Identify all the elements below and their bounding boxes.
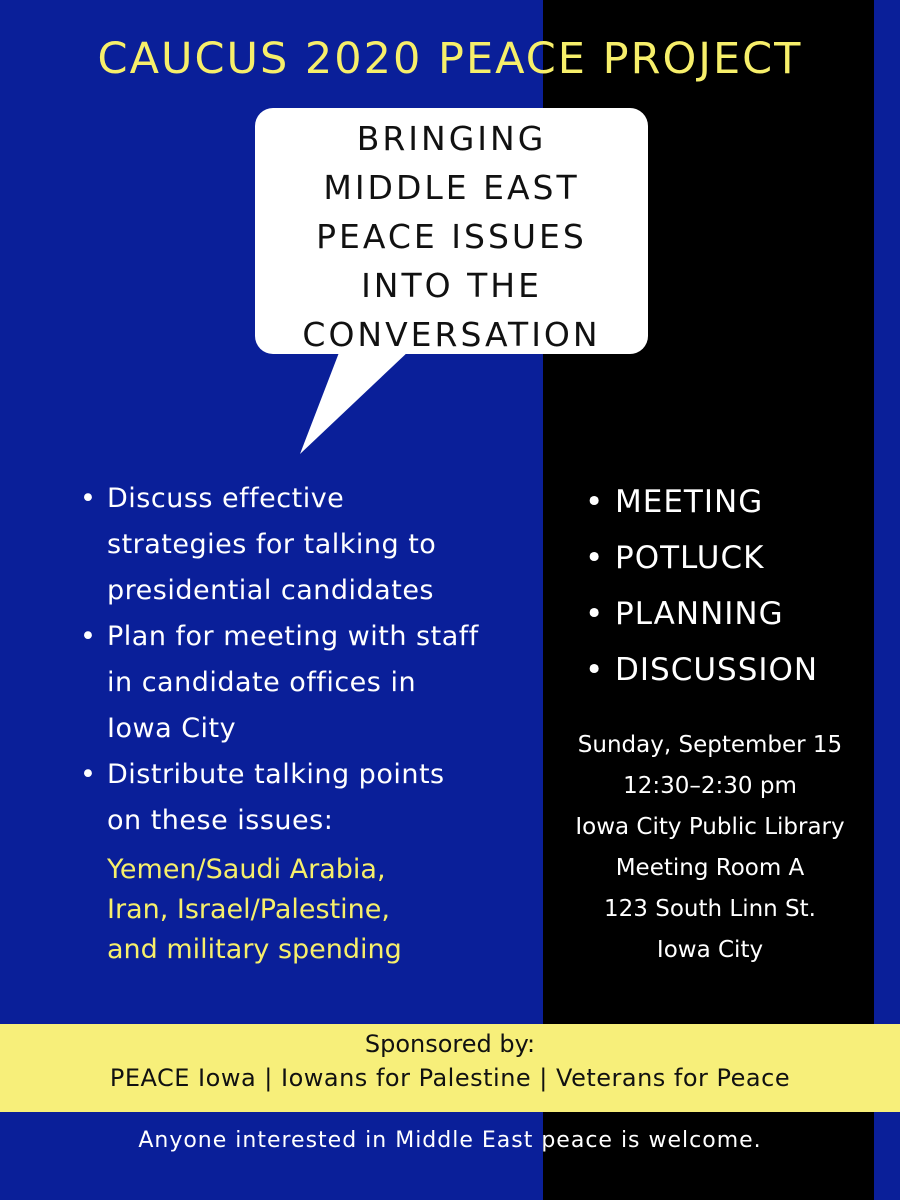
list-item — [585, 530, 875, 586]
bubble-line: INTO THE — [361, 266, 542, 305]
event-room: Meeting Room A — [615, 855, 805, 881]
issues-highlight — [80, 850, 530, 970]
bullet-icon: • — [585, 596, 605, 632]
list-item-line: Plan for meeting with staff — [107, 621, 479, 652]
list-item-line: strategies for talking to — [107, 529, 437, 560]
issue-line: and military spending — [107, 934, 402, 965]
bubble-line: BRINGING — [356, 119, 547, 158]
agenda-list — [80, 476, 530, 970]
event-city: Iowa City — [656, 937, 764, 963]
sponsor-list: PEACE Iowa | Iowans for Palestine | Veterans for Peace — [109, 1064, 791, 1092]
list-item-line: Discuss effective — [107, 483, 345, 514]
speech-bubble-text — [255, 114, 648, 359]
bubble-line: MIDDLE EAST — [323, 168, 580, 207]
bullet-icon: • — [80, 483, 97, 514]
list-item-line: presidential candidates — [107, 575, 434, 606]
list-item-line: Distribute talking points — [107, 759, 445, 790]
bullet-icon: • — [80, 621, 97, 652]
background-blue-right — [874, 0, 900, 1200]
list-item-line: in candidate offices in — [107, 667, 417, 698]
list-item — [585, 642, 875, 698]
bullet-icon: • — [585, 652, 605, 688]
list-item — [585, 474, 875, 530]
event-time: 12:30–2:30 pm — [623, 773, 797, 799]
bubble-line: CONVERSATION — [302, 315, 601, 354]
bullet-icon: • — [585, 540, 605, 576]
event-venue: Iowa City Public Library — [575, 814, 845, 840]
list-item-line: Iowa City — [107, 713, 237, 744]
poster-title: CAUCUS 2020 PEACE PROJECT — [97, 34, 803, 84]
event-activities-list — [585, 474, 875, 698]
list-item — [80, 752, 530, 844]
bullet-icon: • — [80, 759, 97, 790]
list-item-line: on these issues: — [107, 805, 334, 836]
list-item — [80, 614, 530, 752]
list-item — [585, 586, 875, 642]
speech-bubble-tail — [300, 350, 410, 454]
issue-line: Yemen/Saudi Arabia, — [107, 854, 386, 885]
activity-label: MEETING — [615, 484, 764, 520]
sponsor-label: Sponsored by: — [364, 1030, 536, 1058]
bullet-icon: • — [585, 484, 605, 520]
issue-line: Iran, Israel/Palestine, — [107, 894, 390, 925]
list-item — [80, 476, 530, 614]
event-address: 123 South Linn St. — [604, 896, 816, 922]
activity-label: POTLUCK — [615, 540, 765, 576]
activity-label: PLANNING — [615, 596, 784, 632]
welcome-footer: Anyone interested in Middle East peace is welcome. — [138, 1128, 762, 1153]
event-date: Sunday, September 15 — [577, 732, 843, 758]
event-details — [548, 725, 872, 971]
bubble-line: PEACE ISSUES — [316, 217, 587, 256]
activity-label: DISCUSSION — [615, 652, 819, 688]
